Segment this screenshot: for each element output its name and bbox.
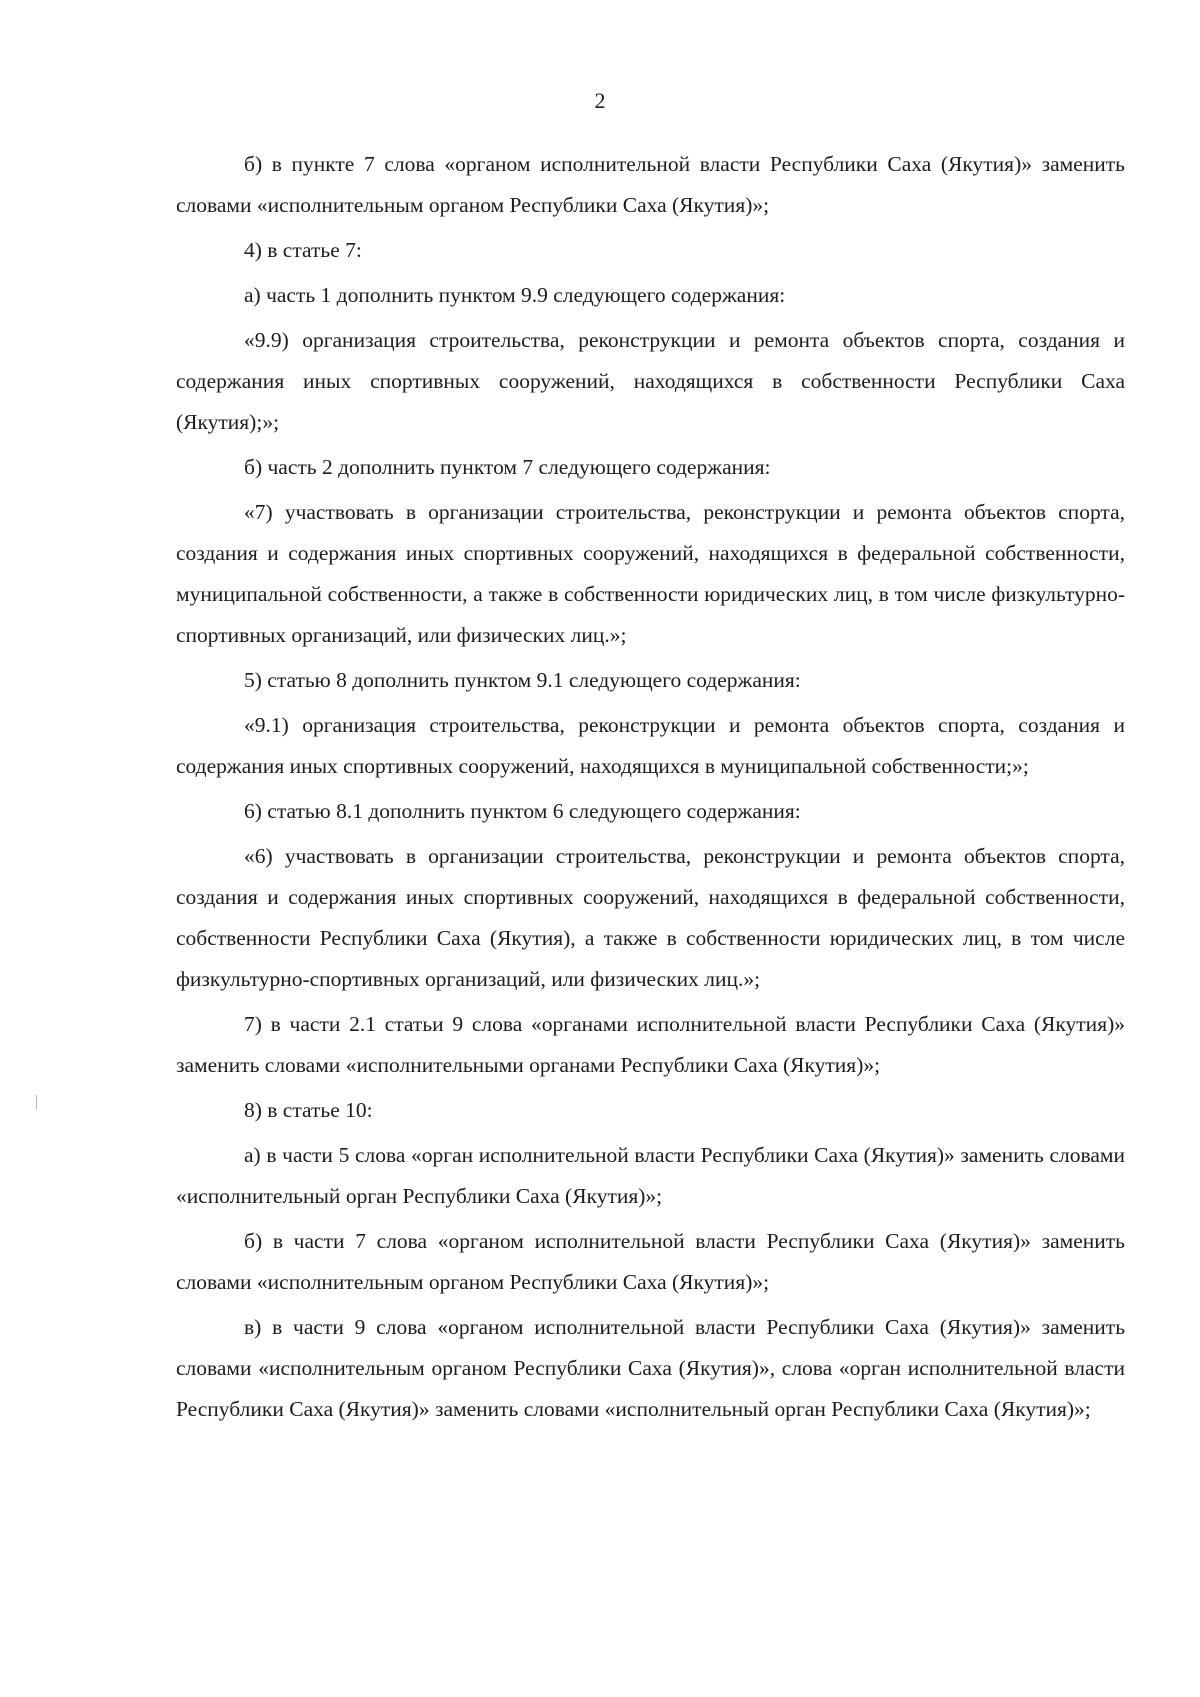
paragraph-12: 8) в статье 10: (244, 1098, 373, 1122)
paragraph-2: 4) в статье 7: (244, 238, 362, 262)
document-body (176, 144, 1125, 1430)
paragraph-13: а) в части 5 слова «орган исполнительной власти Республики Саха (Якутия)» заменить словами «исполнительный орган Республики Саха (Якутия)»; (176, 1143, 1125, 1208)
paragraph-4: «9.9) организация строительства, реконструкции и ремонта объектов спорта, создания и содержания иных спортивных сооружений, находящихся в собственности Республики Саха (Якутия);»; (176, 328, 1125, 434)
paragraph-10: «6) участвовать в организации строительства, реконструкции и ремонта объектов спорта, создания и содержания иных спортивных сооружений, находящихся в федеральной собственности, собственности Республики Саха (Якутия), а также в собственности юридических лиц, в том числе физкультурно-спортивных организаций, или физических лиц.»; (176, 844, 1125, 991)
paragraph-8: «9.1) организация строительства, реконструкции и ремонта объектов спорта, создания и содержания иных спортивных сооружений, находящихся в муниципальной собственности;»; (176, 713, 1125, 778)
paragraph-6: «7) участвовать в организации строительства, реконструкции и ремонта объектов спорта, создания и содержания иных спортивных сооружений, находящихся в федеральной собственности, муниципальной собственности, а также в собственности юридических лиц, в том числе физкультурно-спортивных организаций, или физических лиц.»; (176, 500, 1125, 647)
paragraph-9: 6) статью 8.1 дополнить пунктом 6 следующего содержания: (244, 799, 801, 823)
paragraph-1: б) в пункте 7 слова «органом исполнительной власти Республики Саха (Якутия)» заменить словами «исполнительным органом Республики Саха (Якутия)»; (176, 152, 1125, 217)
scan-artifact (36, 1095, 37, 1109)
paragraph-11: 7) в части 2.1 статьи 9 слова «органами исполнительной власти Республики Саха (Якутия)» заменить словами «исполнительными органами Республики Саха (Якутия)»; (176, 1012, 1125, 1077)
page-number: 2 (594, 88, 606, 113)
paragraph-3: а) часть 1 дополнить пунктом 9.9 следующего содержания: (244, 283, 786, 307)
paragraph-5: б) часть 2 дополнить пунктом 7 следующего содержания: (244, 455, 771, 479)
paragraph-15: в) в части 9 слова «органом исполнительной власти Республики Саха (Якутия)» заменить словами «исполнительным органом Республики Саха (Якутия)», слова «орган исполнительной власти Республики Саха (Якутия)» заменить словами «исполнительный орган Республики Саха (Якутия)»; (176, 1315, 1125, 1421)
paragraph-7: 5) статью 8 дополнить пунктом 9.1 следующего содержания: (244, 668, 801, 692)
paragraph-14: б) в части 7 слова «органом исполнительной власти Республики Саха (Якутия)» заменить словами «исполнительным органом Республики Саха (Якутия)»; (176, 1229, 1125, 1294)
